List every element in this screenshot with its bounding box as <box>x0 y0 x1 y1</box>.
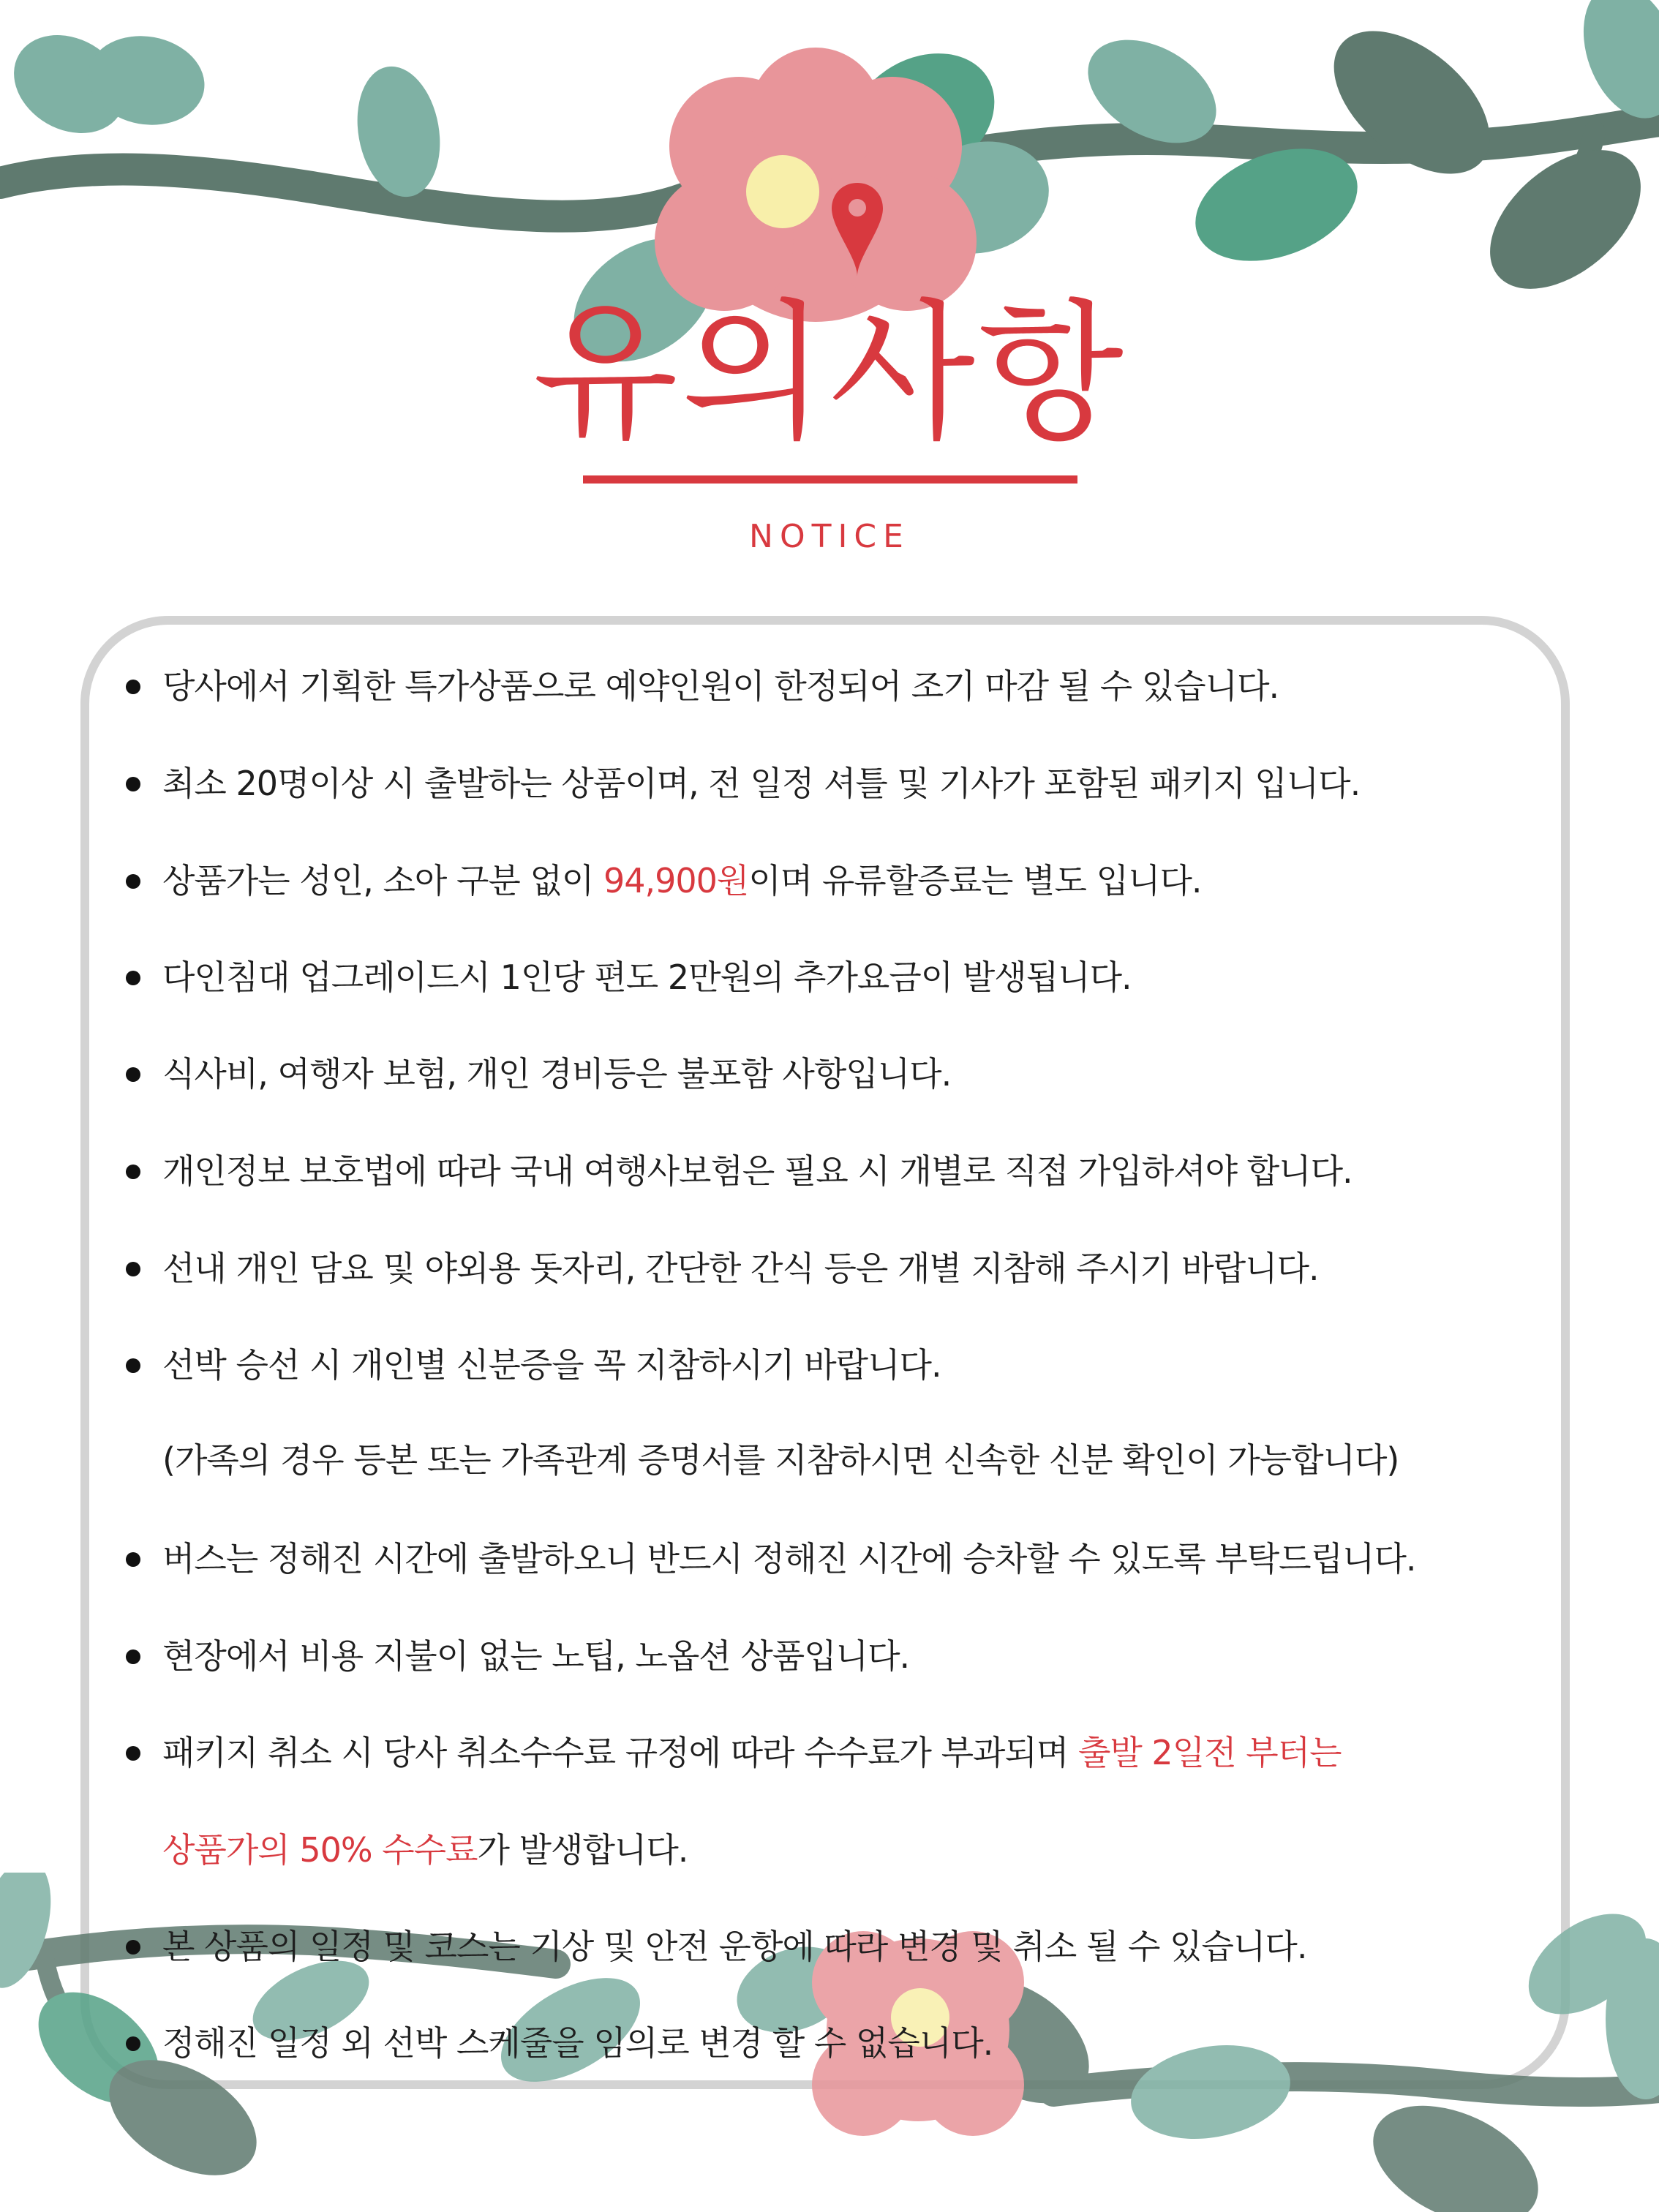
list-item <box>162 951 1132 1004</box>
list-item-text: 식사비, 여행자 보험, 개인 경비등은 불포함 사항입니다. <box>162 1054 952 1094</box>
list-item <box>162 1145 1353 1197</box>
list-item <box>162 1630 909 1682</box>
list-item-text: 당사에서 기획한 특가상품으로 예약인원이 한정되어 조기 마감 될 수 있습니다. <box>162 666 1279 706</box>
list-item <box>162 1532 1416 1585</box>
list-item <box>162 660 1279 712</box>
title-underline <box>583 475 1077 484</box>
list-item-text: 상품가는 성인, 소아 구분 없이 <box>162 861 603 900</box>
list-item-note <box>162 1434 1399 1486</box>
list-item-text: 버스는 정해진 시간에 출발하오니 반드시 정해진 시간에 승차할 수 있도록 부탁드립니다. <box>162 1539 1416 1579</box>
list-item <box>162 2017 993 2069</box>
list-item-text: 가 발생합니다. <box>477 1830 688 1870</box>
list-item-text: (가족의 경우 등본 또는 가족관계 증명서를 지참하시면 신속한 신분 확인이 가능합니다) <box>162 1440 1399 1480</box>
list-item-text: 선박 승선 시 개인별 신분증을 꼭 지참하시기 바랍니다. <box>162 1345 941 1385</box>
list-item <box>162 854 1202 907</box>
cancellation-highlight: 출발 2일전 부터는 <box>1077 1733 1342 1772</box>
page-subtitle: NOTICE <box>749 518 910 555</box>
list-item-continuation <box>162 1824 688 1876</box>
list-item-text: 이며 유류할증료는 별도 입니다. <box>748 861 1202 900</box>
camellia-flower-icon <box>655 48 977 322</box>
list-item-text: 개인정보 보호법에 따라 국내 여행사보험은 필요 시 개별로 직접 가입하셔야 합니다. <box>162 1151 1353 1191</box>
list-item <box>162 1047 951 1100</box>
list-item <box>162 1726 1342 1779</box>
list-item-text: 본 상품의 일정 및 코스는 기상 및 안전 운항에 따라 변경 및 취소 될 수 있습니다. <box>162 1927 1307 1966</box>
list-item <box>162 1920 1306 1973</box>
list-item-text: 정해진 일정 외 선박 스케줄을 임의로 변경 할 수 없습니다. <box>162 2023 993 2063</box>
list-item-text: 현장에서 비용 지불이 없는 노팁, 노옵션 상품입니다. <box>162 1636 910 1676</box>
list-item-text: 선내 개인 담요 및 야외용 돗자리, 간단한 간식 등은 개별 지참해 주시기 바랍니다. <box>162 1249 1319 1288</box>
list-item-text: 최소 20명이상 시 출발하는 상품이며, 전 일정 셔틀 및 기사가 포함된 패키지 입니다. <box>162 764 1361 803</box>
list-item <box>162 1339 941 1391</box>
price-highlight: 94,900원 <box>603 861 749 900</box>
list-item <box>162 1242 1319 1295</box>
cancellation-highlight: 상품가의 50% 수수료 <box>162 1830 478 1870</box>
page-title: 유의사항 <box>533 285 1126 461</box>
list-item-text: 패키지 취소 시 당사 취소수수료 규정에 따라 수수료가 부과되며 <box>162 1733 1078 1772</box>
list-item-text: 다인침대 업그레이드시 1인당 편도 2만원의 추가요금이 발생됩니다. <box>162 958 1132 997</box>
list-item <box>162 757 1360 810</box>
